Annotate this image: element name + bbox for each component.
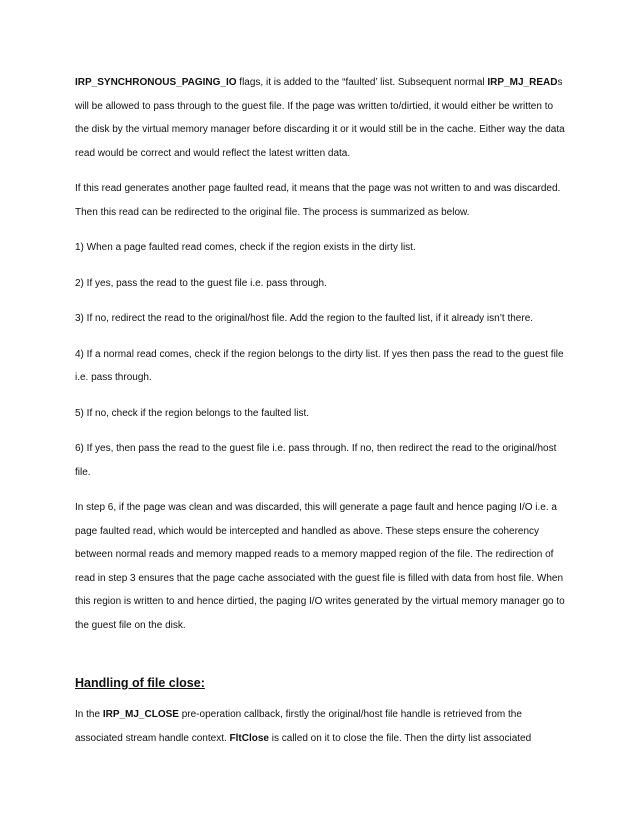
step-2: 2) If yes, pass the read to the guest file i.e. pass through.: [75, 277, 327, 289]
irp-mj-read-term: IRP_MJ_READ: [487, 77, 558, 88]
step-5: 5) If no, check if the region belongs to the faulted list.: [75, 407, 310, 419]
document-page: [75, 71, 567, 762]
step-6: 6) If yes, then pass the read to the guest file i.e. pass through. If no, then redirect the read to the original/host file.: [75, 443, 557, 478]
step-3: 3) If no, redirect the read to the original/host file. Add the region to the faulted list, if it already isn’t there.: [75, 313, 534, 324]
fltclose-term: FltClose: [229, 732, 269, 744]
paragraph-page-fault-read: If this read generates another page faulted read, it means that the page was not written to and was discarded. Then this read can be redirected to the original file. The process is summarized as below.: [75, 183, 561, 218]
flag-irp-synchronous-paging-io: IRP_SYNCHRONOUS_PAGING_IO: [75, 77, 237, 88]
irp-mj-close-term: IRP_MJ_CLOSE: [102, 709, 179, 720]
section-gap: [75, 649, 567, 673]
paragraph-step-6-explanation: In step 6, if the page was clean and was discarded, this will generate a page fault and hence paging I/O i.e. a page faulted read, which would be intercepted and handled as above. These steps ensure the coherency between normal reads and memory mapped reads to a memory mapped region of the file. The redirection of read in step 3 ensures that the page cache associated with the guest file is filled with data from host file. When this region is written to and hence dirtied, the paging I/O writes generated by the virtual memory manager go to the guest file on the disk.: [75, 502, 565, 631]
paragraph-irp-mj-close: In the IRP_MJ_CLOSE pre-operation callback, firstly the original/host file handle is retrieved from the associated stream handle context. FltClose is called on it to close the file. Then the dirty list associated: [75, 709, 532, 744]
step-4: 4) If a normal read comes, check if the region belongs to the dirty list. If yes then pass the read to the guest file i.e. pass through.: [75, 348, 564, 383]
section-heading-file-close: Handling of file close:: [75, 676, 205, 690]
step-1: 1) When a page faulted read comes, check if the region exists in the dirty list.: [75, 242, 416, 253]
paragraph-faulted-list: IRP_SYNCHRONOUS_PAGING_IO flags, it is added to the “faulted’ list. Subsequent normal IRP_MJ_READs will be allowed to pass through to the guest file. If the page was written to/dirtied, it would either be written to the disk by the virtual memory manager before discarding it or it would still be in the cache. Either way the data read would be correct and would reflect the latest written data.: [75, 77, 565, 159]
